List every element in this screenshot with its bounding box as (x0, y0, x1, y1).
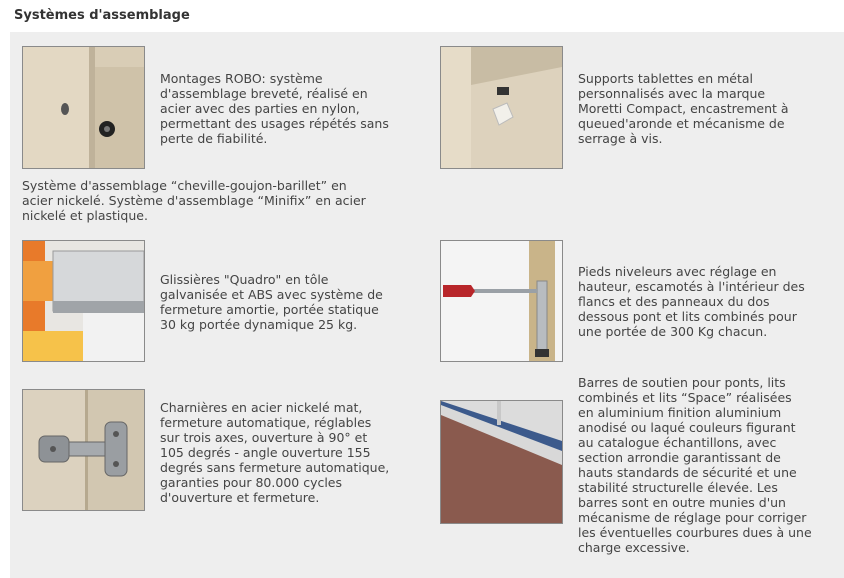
quadro-runner-photo (22, 240, 145, 362)
hinge-photo (22, 389, 145, 511)
support-bar-description: Barres de soutien pour ponts, lits combinés et lits “Space” réalisées en aluminium finition aluminium anodisé ou laqué couleurs figurant au catalogue échantillons, avec section arrondie garantissant de hauts standards de sécurité et une stabilité structurelle élevée. Les barres sont en outre munies d'un mécanisme de réglage pour corriger les éventuelles courbures dues à une charge excessive. (578, 375, 812, 555)
robo-description: Montages ROBO: système d'assemblage breveté, réalisé en acier avec des parties en nylon, permettant des usages répétés sans perte de fiabilité. (160, 71, 389, 146)
assembly-note: Système d'assemblage “cheville-goujon-barillet” en acier nickelé. Système d'assemblage “Minifix” en acier nickelé et plastique. (22, 178, 366, 223)
shelf-support-description: Supports tablettes en métal personnalisés avec la marque Moretti Compact, encastrement à queued'aronde et mécanisme de serrage à vis. (578, 71, 789, 146)
hinge-description: Charnières en acier nickelé mat, fermeture automatique, réglables sur trois axes, ouverture à 90° et 105 degrés - angle ouverture 155 degrés sans fermeture automatique, garanties pour 80.000 cycles d'ouverture et fermeture. (160, 400, 390, 505)
quadro-runner-description: Glissières "Quadro" en tôle galvanisée et ABS avec système de fermeture amortie, portée statique 30 kg portée dynamique 25 kg. (160, 272, 383, 332)
page-header (0, 0, 844, 32)
page-title: Systèmes d'assemblage (14, 8, 190, 23)
support-bar-photo (440, 400, 563, 524)
leveling-foot-description: Pieds niveleurs avec réglage en hauteur, escamotés à l'intérieur des flancs et des panneaux du dos dessous pont et lits combinés pour une portée de 300 Kg chacun. (578, 264, 805, 339)
leveling-foot-photo (440, 240, 563, 362)
shelf-support-photo (440, 46, 563, 169)
robo-assembly-photo (22, 46, 145, 169)
